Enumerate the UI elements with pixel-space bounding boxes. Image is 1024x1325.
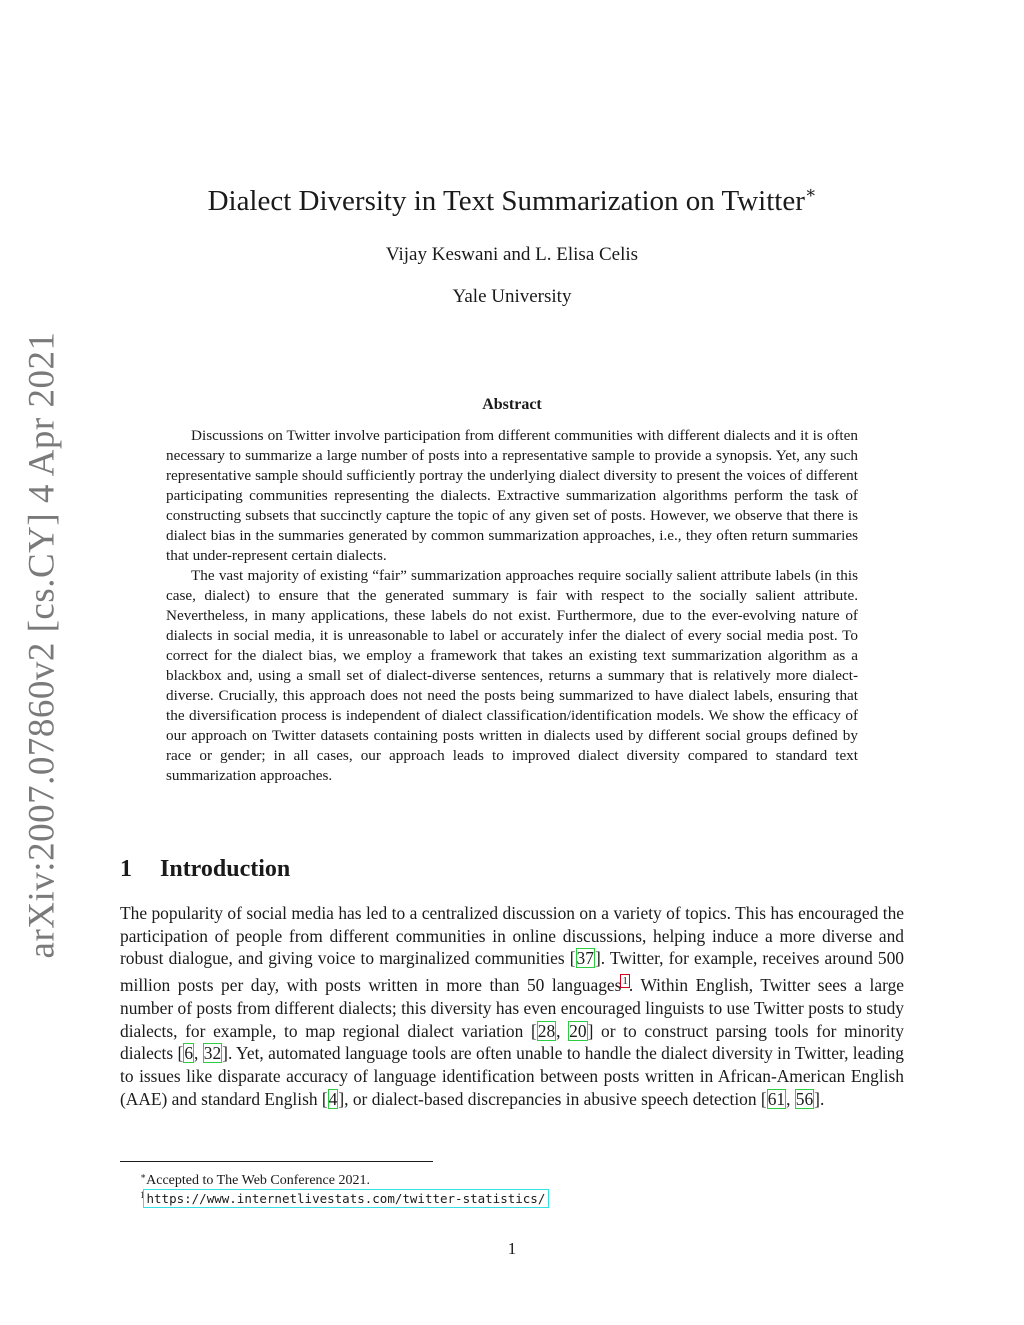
intro-text-segment: , — [786, 1088, 795, 1109]
intro-text-segment: . Within English, Twitter sees a large number of posts from different dialects; this diversity has even encouraged linguists to use Twitter posts to study dialects, for example, to map regional dialect variation [ — [120, 975, 904, 1041]
abstract-body — [166, 426, 858, 786]
intro-text-segment: ]. — [814, 1088, 825, 1109]
abstract-paragraph-2: The vast majority of existing “fair” summarization approaches require socially salient attribute labels (in this case, dialect) to ensure that the generated summary is fair with respect to the socially salient attribute. Nevertheless, in many applications, these labels do not exist. Furthermore, due to the ever-evolving nature of dialects in social media, it is unreasonable to label or accurately infer the dialect of every social media post. To correct for the dialect bias, we employ a framework that takes an existing text summarization algorithm as a blackbox and, using a small set of dialect-diverse sentences, returns a summary that is relatively more dialect-diverse. Crucially, this approach does not need the posts being summarized to have dialect labels, ensuring that the diversification process is independent of dialect classification/identification models. We show the efficacy of our approach on Twitter datasets containing posts written in dialects used by different social groups defined by race or gender; in all cases, our approach leads to improved dialect diversity compared to standard text summarization approaches. — [166, 567, 858, 784]
arxiv-identifier-stamp: arXiv:2007.07860v2 [cs.CY] 4 Apr 2021 — [21, 331, 63, 959]
citation-link[interactable]: 4 — [328, 1088, 338, 1109]
intro-text-segment: ], or dialect-based discrepancies in abusive speech detection [ — [338, 1088, 767, 1109]
paper-title — [0, 183, 1024, 218]
paper-title-text: Dialect Diversity in Text Summarization on Twitter — [207, 185, 805, 217]
footnote-marker: 1 — [140, 1190, 145, 1200]
footnote-ref-link[interactable]: 1 — [622, 975, 628, 988]
citation-link[interactable]: 37 — [576, 948, 594, 969]
introduction-body — [120, 902, 904, 1110]
citation-link[interactable]: 28 — [537, 1020, 556, 1041]
footnote-divider — [120, 1161, 433, 1162]
citation-link[interactable]: 6 — [184, 1043, 194, 1064]
introduction-paragraph — [120, 902, 904, 1110]
page-number: 1 — [507, 1239, 517, 1258]
abstract-heading: Abstract — [482, 396, 542, 413]
abstract-paragraph-1: Discussions on Twitter involve participation from different communities with different dialects and it is often necessary to summarize a large number of posts into a representative sample to provide a synopsis. Yet, any such representative sample should sufficiently portray the underlying dialect diversity to present the voices of different participating communities representing the dialects. Extractive summarization algorithms perform the task of constructing subsets that succinctly capture the topic of any given set of posts. However, we observe that there is dialect bias in the summaries generated by common summarization approaches, i.e., they often return summaries that under-represent certain dialects. — [166, 427, 858, 564]
citation-link[interactable]: 32 — [203, 1043, 222, 1064]
footnote-text: Accepted to The Web Conference 2021. — [146, 1173, 370, 1188]
intro-text-segment: ]. Yet, automated language tools are often unable to handle the dialect diversity in Twitter, leading to issues like disparate accuracy of language identification between posts written in African-American English (AAE) and standard English [ — [120, 1043, 904, 1109]
intro-text-segment: The popularity of social media has led to a centralized discussion on a variety of topics. This has encouraged the participation of people from different communities in online discussions, helping induce a more diverse and robust dialogue, and giving voice to marginalized communities [ — [120, 903, 904, 969]
intro-text-segment: , — [556, 1020, 569, 1041]
section-number: 1 — [120, 856, 132, 882]
footnote-marker: ∗ — [140, 1171, 147, 1181]
section-heading-introduction — [120, 856, 290, 883]
citation-link[interactable]: 61 — [767, 1088, 786, 1109]
intro-text-segment: ]. Twitter, for example, receives around 500 million posts per day, with posts written in more than 50 languages — [120, 948, 905, 996]
author-list: Vijay Keswani and L. Elisa Celis — [385, 244, 639, 265]
citation-link[interactable]: 56 — [795, 1088, 814, 1109]
footnote-2 — [140, 1186, 547, 1209]
citation-link[interactable]: 20 — [569, 1020, 587, 1041]
title-footnote-marker[interactable]: ∗ — [804, 183, 817, 202]
author-affiliation: Yale University — [452, 286, 572, 307]
intro-text-segment: , — [194, 1043, 203, 1064]
section-title: Introduction — [160, 856, 291, 882]
footnote-url-link[interactable]: https://www.internetlivestats.com/twitter-statistics/ — [146, 1191, 546, 1206]
intro-text-segment: ] or to construct parsing tools for minority dialects [ — [120, 1020, 904, 1064]
